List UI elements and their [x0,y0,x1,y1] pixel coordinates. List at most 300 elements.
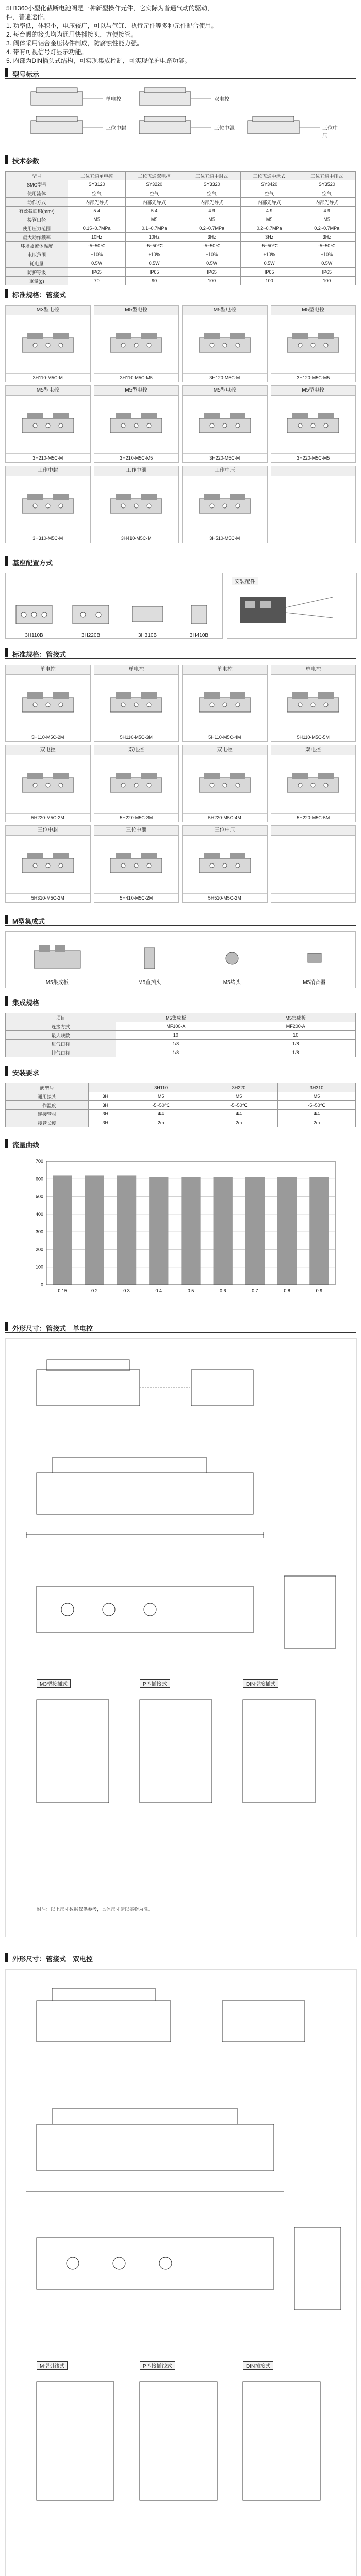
section-title: M型集成式 [12,918,45,925]
x-tick-label: 0.15 [58,1288,67,1293]
section-standard [5,289,356,300]
x-tick-label: 0.3 [123,1288,130,1293]
section-marker-icon [5,648,8,657]
intro-line: 5H1360小型化截断电池阀是一种新型操作元件，它实际为普通气动的驱动， [6,5,214,12]
table-cell: -5~50℃ [68,242,126,250]
table-cell: 三位五通中泄式 [240,172,298,180]
intro-line: 2. 每台阀的接头均为通用快插接头，方便接管。 [6,31,137,38]
table-cell: 最大联数 [6,1031,116,1040]
valve-photo-icon [183,675,267,733]
table-cell: 环境及流体温度 [6,242,68,250]
ordering-label: 三位中压 [322,126,338,139]
valve-photo-icon [271,675,356,733]
table-cell: 使用流体 [6,189,68,198]
bar [53,1175,72,1285]
table-cell: 10Hz [125,233,183,242]
base-plate-icon [127,595,168,631]
section-manifold-spec [5,996,356,1008]
base-item [127,595,168,638]
table-row [6,233,356,242]
ordering-label: 单电控 [106,97,121,103]
product-card [94,665,179,742]
table-cell: SY3220 [125,180,183,189]
product-card [182,825,268,903]
card-model: 5H510-M5C-2M [183,893,267,902]
table-cell: 连接管材 [6,1110,89,1118]
table-cell: MF200-A [236,1022,355,1031]
table-row [6,268,356,277]
table-cell: -5~50℃ [240,242,298,250]
valve-photo-icon [183,836,267,893]
section-flow [5,1139,356,1150]
product-card [5,825,91,903]
table-cell: ±10% [125,250,183,259]
card-model: 3H110-M5C-M [6,373,90,382]
card-model: 3H120-M5C-M5 [271,373,356,382]
table-cell: 排气口径 [6,1048,116,1057]
valve-photo-icon [94,396,179,453]
product-card [94,466,179,543]
bar [214,1177,233,1285]
table-cell: 重量(g) [6,277,68,285]
product-card [271,745,356,822]
table-row [6,180,356,189]
card-model: 5H110-M5C-4M [183,733,267,741]
table-cell: M5 [298,215,356,224]
table-cell: Φ4 [122,1110,200,1118]
table-cell: 3H220 [200,1083,278,1092]
valve-photo-icon [271,476,356,534]
table-cell: 5.4 [68,207,126,215]
table-cell: 内部先导式 [125,198,183,207]
dim-tab: DIN插接式 [243,2361,273,2370]
table-cell: 3Hz [183,233,241,242]
product-grid [5,305,356,543]
product-card [94,745,179,822]
base-label: 3H110B [25,633,43,638]
product-card [271,305,356,382]
product-card [182,305,268,382]
plug-icon [217,940,248,976]
valve-photo-icon [183,476,267,534]
table-cell: ±10% [240,250,298,259]
table-row [6,1013,356,1022]
card-model: 3H220-M5C-M [183,453,267,462]
table-cell: M5 [278,1092,356,1101]
table-cell: IP65 [68,268,126,277]
section-marker-icon [5,1322,8,1331]
manifold-photo-icon [229,587,353,636]
section-title: 标准规格：管接式 [12,291,67,299]
valve-photo-icon [271,315,356,373]
section-title: 技术参数 [12,157,40,165]
base-row [5,573,356,640]
table-cell: 内部先导式 [68,198,126,207]
card-title: M5型电控 [94,386,179,396]
card-title: M5型电控 [183,386,267,396]
y-tick-label: 500 [35,1194,43,1199]
table-cell: 2m [122,1118,200,1127]
dim-note: 附注：以上尺寸数据仅供参考，具体尺寸请以实物为准。 [37,1907,153,1912]
table-row [6,1118,356,1127]
drawing-icon [6,1970,356,2576]
table-cell: 防护等级 [6,268,68,277]
table-row [6,242,356,250]
card-model: 5H110-M5C-5M [271,733,356,741]
table-cell: 最大动作频率 [6,233,68,242]
base-plate-icon [184,595,215,631]
table-cell: 耗电量 [6,259,68,268]
table-cell: 二位五通双电控 [125,172,183,180]
card-model: 3H410-M5C-M [94,534,179,543]
valve-photo-icon [271,755,356,813]
table-cell: 0.2~0.7MPa [298,224,356,233]
section-marker-icon [5,556,8,566]
base-label: 3H220B [81,633,101,638]
table-cell: 电压范围 [6,250,68,259]
table-cell: 3Hz [240,233,298,242]
table-cell: 100 [240,277,298,285]
card-title: 双电控 [94,745,179,755]
bar [149,1177,168,1285]
x-tick-label: 0.2 [91,1288,98,1293]
table-cell: ±10% [183,250,241,259]
card-model: 5H220-M5C-5M [271,813,356,822]
table-cell: 4.9 [240,207,298,215]
drawing-icon [6,1339,356,1895]
dimension-drawing-2 [5,1969,357,2576]
valve-photo-icon [271,396,356,453]
table-cell: SY3320 [183,180,241,189]
valve-photo-icon [271,836,356,893]
product-card [5,385,91,463]
table-row [6,1092,356,1101]
intro-line: 4. 带有可视信号灯显示功能。 [6,48,88,56]
ordering-label: 双电控 [214,97,229,103]
dim-tab: P型接插线式 [140,2361,175,2370]
table-cell: 3Hz [298,233,356,242]
table-row [6,277,356,285]
table-cell: 空气 [240,189,298,198]
table-cell: M5 [183,215,241,224]
dim-tab: M型引线式 [37,2361,68,2370]
section-base [5,556,356,568]
table-row [6,198,356,207]
manifold-label: M5消音器 [303,980,326,986]
table-cell: IP65 [240,268,298,277]
card-title: 双电控 [183,745,267,755]
valve-photo-icon [6,476,90,534]
table-cell: 3H [89,1110,122,1118]
valve-photo-icon [94,315,179,373]
base-plate-icon [70,595,111,631]
table-cell: -5~50℃ [278,1101,356,1110]
section-title: 流量曲线 [12,1141,40,1149]
card-model: 3H120-M5C-M [183,373,267,382]
manifold-label: M5直插头 [138,980,161,986]
tool-title: 安装配件 [232,577,258,585]
section-standard-2 [5,648,356,659]
table-cell: 1/8 [116,1048,236,1057]
valve-photo-icon [183,396,267,453]
spec-table [5,171,356,285]
product-card [94,305,179,382]
table-cell: -5~50℃ [125,242,183,250]
section-marker-icon [5,68,8,77]
valve-ordering-icon [21,84,340,146]
table-cell: 内部先导式 [183,198,241,207]
table-cell: SMC型号 [6,180,68,189]
table-cell: M5 [125,215,183,224]
card-model: 5H110-M5C-2M [6,733,90,741]
table-cell: 连接方式 [6,1022,116,1031]
base-item [184,595,215,638]
card-model: 5H310-M5C-2M [6,893,90,902]
table-cell: 0.15~0.7MPa [68,224,126,233]
divider [5,1332,356,1333]
x-tick-label: 0.9 [316,1288,323,1293]
table-row [6,1022,356,1031]
product-card [5,466,91,543]
table-cell: 项目 [6,1013,116,1022]
section-marker-icon [5,1139,8,1148]
table-cell: 3H310 [278,1083,356,1092]
bar [245,1177,265,1285]
table-cell: 接管长度 [6,1118,89,1127]
section-title: 型号标示 [12,71,40,78]
table-cell: 100 [183,277,241,285]
table-cell: 进气口径 [6,1040,116,1048]
manifold-item [217,940,248,986]
product-card [182,665,268,742]
table-cell: 动作方式 [6,198,68,207]
table-cell: SY3120 [68,180,126,189]
table-cell: 空气 [68,189,126,198]
valve-photo-icon [6,836,90,893]
card-title: 三位中封 [6,826,90,836]
card-model: 5H220-M5C-4M [183,813,267,822]
table-cell: 2m [200,1118,278,1127]
y-tick-label: 100 [35,1264,43,1270]
divider [5,78,356,79]
section-marker-icon [5,915,8,924]
product-card [271,466,356,543]
bar [181,1177,200,1285]
table-cell: SY3420 [240,180,298,189]
table-cell: 内部先导式 [298,198,356,207]
section-install [5,1066,356,1078]
table-cell: 70 [68,277,126,285]
card-model: 5H110-M5C-3M [94,733,179,741]
card-model: 3H220-M5C-M5 [271,453,356,462]
section-marker-icon [5,1066,8,1076]
valve-photo-icon [94,836,179,893]
x-tick-label: 0.7 [252,1288,258,1293]
card-title: 三位中泄 [94,826,179,836]
base-item [13,595,55,638]
table-cell: 0.2~0.7MPa [183,224,241,233]
table-cell: IP65 [183,268,241,277]
card-model: 3H110-M5C-M5 [94,373,179,382]
table-cell: 4.9 [183,207,241,215]
table-cell: 100 [298,277,356,285]
table-cell: 三位五通中压式 [298,172,356,180]
card-title: 工作中压 [183,466,267,476]
table-cell: 阀型号 [6,1083,89,1092]
manifold-item [134,940,165,986]
y-tick-label: 600 [35,1176,43,1182]
card-title: M5型电控 [271,306,356,315]
section-title: 安装要求 [12,1069,40,1077]
table-cell: 0.5W [183,259,241,268]
card-title: 单电控 [6,665,90,675]
ordering-label: 三位中泄 [214,126,235,131]
table-cell: 3H110 [122,1083,200,1092]
manifold-label: M5集成板 [45,980,69,986]
card-model: 3H510-M5C-M [183,534,267,543]
bar [117,1175,136,1285]
table-row [6,224,356,233]
table-row [6,207,356,215]
card-model: 5H220-M5C-3M [94,813,179,822]
x-tick-label: 0.5 [187,1288,194,1293]
table-cell: 空气 [298,189,356,198]
valve-photo-icon [6,315,90,373]
base-panel [5,573,223,639]
table-cell: 1/8 [116,1040,236,1048]
y-tick-label: 400 [35,1211,43,1217]
product-card [94,825,179,903]
section-marker-icon [5,1953,8,1962]
card-model: 3H310-M5C-M [6,534,90,543]
product-card [271,385,356,463]
y-tick-label: 200 [35,1247,43,1252]
table-row [6,1031,356,1040]
section-marker-icon [5,996,8,1006]
table-cell: SY3520 [298,180,356,189]
card-model [271,534,356,543]
table-cell: IP65 [298,268,356,277]
intro-line: 1. 功率低，体积小，电压较广，可以与气缸、执行元件等多种元件配合使用。 [6,22,218,29]
valve-photo-icon [6,396,90,453]
table-cell: 通用接头 [6,1092,89,1101]
table-cell: 0.5W [298,259,356,268]
dimension-drawing-1 [5,1338,357,1937]
card-title: M5型电控 [183,306,267,315]
product-card [5,665,91,742]
ordering-label: 三位中封 [106,126,126,131]
table-cell: 1/8 [236,1040,355,1048]
intro-line: 5. 内部为DIN插头式结构，可实现集成控制，可实现保护电路功能。 [6,57,191,64]
card-model: 5H410-M5C-2M [94,893,179,902]
table-cell: 3H [89,1118,122,1127]
table-cell: 5.4 [125,207,183,215]
table-cell: 10 [116,1031,236,1040]
card-title: 双电控 [6,745,90,755]
table-cell: 1/8 [236,1048,355,1057]
table-cell: MF100-A [116,1022,236,1031]
dim-tab: DIN型接插式 [243,1679,278,1688]
section-title: 外形尺寸：管接式 双电控 [12,1955,93,1963]
intro-line: 件，普遍运作。 [6,13,50,21]
table-row [6,189,356,198]
card-model: 3H210-M5C-M5 [94,453,179,462]
section-dim2 [5,1953,356,1964]
product-card [5,745,91,822]
table-cell: Φ4 [200,1110,278,1118]
tool-panel [227,573,357,639]
y-tick-label: 700 [35,1159,43,1164]
table-cell: -5~50℃ [183,242,241,250]
table-cell: -5~50℃ [122,1101,200,1110]
base-item [70,595,111,638]
table-row [6,1083,356,1092]
bar [277,1177,297,1285]
intro-line: 3. 阀体采用铝合金压铸件制成，防腐蚀性能力强。 [6,40,143,47]
card-title [271,466,356,476]
dim-tab: M3型接插式 [37,1679,71,1688]
card-model [271,893,356,902]
product-card [182,745,268,822]
manifold-block-icon [31,940,83,976]
section-dim1 [5,1322,356,1333]
table-cell: M5集成板 [236,1013,355,1022]
divider [5,925,356,926]
section-specs [5,155,356,166]
table-row [6,1040,356,1048]
card-title: M5型电控 [94,306,179,315]
bar [309,1177,329,1285]
x-tick-label: 0.4 [155,1288,162,1293]
section-title: 集成规格 [12,999,40,1007]
table-cell: 空气 [125,189,183,198]
card-title: 单电控 [183,665,267,675]
base-label: 3H410B [189,633,209,638]
manifold-items [5,931,356,988]
table-cell: M5 [68,215,126,224]
table-row [6,1101,356,1110]
base-plate-icon [13,595,55,631]
card-title: M5型电控 [271,386,356,396]
table-cell: 0.1~0.7MPa [125,224,183,233]
card-model: 5H220-M5C-2M [6,813,90,822]
valve-photo-icon [94,755,179,813]
table-cell: M5 [122,1092,200,1101]
product-card [182,466,268,543]
section-title: 基座配置方式 [12,559,53,567]
product-card [271,665,356,742]
table-cell: 0.5W [125,259,183,268]
base-label: 3H310B [138,633,157,638]
valve-photo-icon [183,755,267,813]
intro-text [6,4,355,65]
valve-photo-icon [94,476,179,534]
product-card [5,305,91,382]
table-cell: 0.5W [240,259,298,268]
table-cell: 三位五通中封式 [183,172,241,180]
table-cell [89,1083,122,1092]
section-marker-icon [5,155,8,164]
table-cell: 空气 [183,189,241,198]
manifold-label: M5堵头 [223,980,241,986]
table-cell: M5集成板 [116,1013,236,1022]
table-row [6,172,356,180]
fitting-icon [134,940,165,976]
divider [5,658,356,659]
manifold-spec-table [5,1013,356,1057]
table-cell: 内部先导式 [240,198,298,207]
ordering-diagram [21,84,340,146]
